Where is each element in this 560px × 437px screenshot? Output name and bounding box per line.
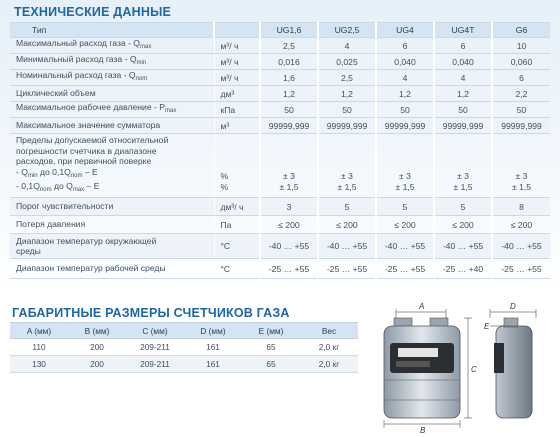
spec-row: [10, 216, 550, 234]
spec-header-model: G6: [492, 23, 550, 38]
spec-row: [10, 198, 550, 216]
spec-row: [10, 70, 550, 86]
spec-value: 10: [492, 38, 550, 54]
spec-title: ТЕХНИЧЕСКИЕ ДАННЫЕ: [14, 5, 172, 19]
dims-cell: 130: [10, 356, 68, 373]
spec-value: ≤ 200: [260, 216, 318, 234]
dims-title: ГАБАРИТНЫЕ РАЗМЕРЫ СЧЕТЧИКОВ ГАЗА: [12, 306, 290, 320]
spec-param-label: Потеря давления: [10, 216, 214, 234]
spec-value: -25 … +40: [434, 259, 492, 279]
spec-value: -40 … +55: [434, 234, 492, 259]
dims-cell: 2,0 кг: [300, 339, 358, 356]
spec-value: 0,040: [434, 54, 492, 70]
spec-value: 2,5: [318, 70, 376, 86]
spec-unit: Па: [214, 216, 260, 234]
spec-value: ± 3 ± 1,5: [318, 134, 376, 198]
spec-unit: м³/ ч: [214, 54, 260, 70]
dims-cell: 161: [184, 356, 242, 373]
spec-value: 3: [260, 198, 318, 216]
dims-cell: 209-211: [126, 339, 184, 356]
spec-value: 1,2: [318, 86, 376, 102]
dims-header-cell: B (мм): [68, 323, 126, 339]
spec-value: 6: [376, 38, 434, 54]
spec-param-label: Номинальный расход газа - $Q_{nom}$: [10, 70, 214, 86]
spec-unit: °C: [214, 234, 260, 259]
dims-cell: 110: [10, 339, 68, 356]
spec-header-model: UG2,5: [318, 23, 376, 38]
spec-value: -25 … +55: [492, 259, 550, 279]
spec-header-model: UG1,6: [260, 23, 318, 38]
spec-value: 6: [492, 70, 550, 86]
spec-value: 99999,999: [434, 118, 492, 134]
dims-header-cell: E (мм): [242, 323, 300, 339]
spec-unit: м³/ ч: [214, 70, 260, 86]
spec-row-error-limits: [10, 134, 550, 198]
meter-front-view: [384, 309, 472, 428]
spec-row: [10, 102, 550, 118]
spec-header-model: UG4T: [434, 23, 492, 38]
dims-header-row: [10, 323, 358, 339]
spec-value: 1,2: [260, 86, 318, 102]
spec-value: -25 … +55: [318, 259, 376, 279]
spec-header-model: UG4: [376, 23, 434, 38]
spec-value: 0,016: [260, 54, 318, 70]
spec-value: 5: [318, 198, 376, 216]
spec-value: 0,025: [318, 54, 376, 70]
spec-value: 6: [434, 38, 492, 54]
spec-value: -25 … +55: [260, 259, 318, 279]
gas-meter-drawing: [368, 296, 556, 434]
spec-value: -40 … +55: [260, 234, 318, 259]
dim-label-d: D: [510, 302, 516, 311]
dims-cell: 209-211: [126, 356, 184, 373]
dims-cell: 65: [242, 356, 300, 373]
spec-param-label: Максимальное значение сумматора: [10, 118, 214, 134]
spec-value: ≤ 200: [376, 216, 434, 234]
spec-value: 50: [318, 102, 376, 118]
spec-value: 50: [434, 102, 492, 118]
dims-row: [10, 356, 358, 373]
dims-header-cell: Вес: [300, 323, 358, 339]
spec-value: 1,2: [376, 86, 434, 102]
spec-value: 99999,999: [376, 118, 434, 134]
dims-header-cell: A (мм): [10, 323, 68, 339]
spec-unit: м³/ ч: [214, 38, 260, 54]
spec-header-type: Тип: [10, 23, 214, 38]
spec-unit: % %: [214, 134, 260, 198]
spec-param-label: Пределы допускаемой относительной погрешности счетчика в диапазоне расходов, при первичной поверке - $Q_{min}$ до $0,1Q_{nom}$ – E - $0,1Q_{nom}$ до $Q_{max}$ – E: [10, 134, 214, 198]
spec-unit: °C: [214, 259, 260, 279]
spec-value: 2,2: [492, 86, 550, 102]
spec-value: ± 3 ± 1,5: [492, 134, 550, 198]
dim-label-e: E: [484, 322, 490, 331]
spec-unit: м³: [214, 118, 260, 134]
spec-value: 4: [376, 70, 434, 86]
spec-value: 50: [492, 102, 550, 118]
spec-value: ≤ 200: [434, 216, 492, 234]
spec-value: -40 … +55: [318, 234, 376, 259]
spec-value: 50: [260, 102, 318, 118]
spec-value: 2,5: [260, 38, 318, 54]
spec-unit: кПа: [214, 102, 260, 118]
spec-value: -25 … +55: [376, 259, 434, 279]
spec-value: -40 … +55: [492, 234, 550, 259]
spec-value: 1,6: [260, 70, 318, 86]
spec-value: 5: [434, 198, 492, 216]
spec-param-label: Диапазон температур рабочей среды: [10, 259, 214, 279]
dims-header-cell: D (мм): [184, 323, 242, 339]
spec-value: ± 3 ± 1,5: [260, 134, 318, 198]
spec-row: [10, 234, 550, 259]
spec-value: 8: [492, 198, 550, 216]
dims-row: [10, 339, 358, 356]
spec-row: [10, 259, 550, 279]
meter-side-view: [490, 309, 536, 418]
dim-label-b: B: [420, 426, 426, 434]
dims-cell: 200: [68, 356, 126, 373]
spec-param-label: Максимальный расход газа - $Q_{max}$: [10, 38, 214, 54]
dims-header-cell: C (мм): [126, 323, 184, 339]
spec-unit: дм³: [214, 86, 260, 102]
spec-unit: дм³/ ч: [214, 198, 260, 216]
spec-row: [10, 118, 550, 134]
spec-row: [10, 54, 550, 70]
spec-row: [10, 38, 550, 54]
spec-table: [10, 22, 550, 279]
dims-cell: 161: [184, 339, 242, 356]
spec-row: [10, 86, 550, 102]
spec-value: 4: [434, 70, 492, 86]
spec-param-label: Циклический объем: [10, 86, 214, 102]
spec-param-label: Диапазон температур окружающей среды: [10, 234, 214, 259]
dim-label-c: C: [471, 365, 477, 374]
spec-value: ≤ 200: [492, 216, 550, 234]
spec-header-row: [10, 23, 550, 38]
spec-value: 1,2: [434, 86, 492, 102]
spec-param-label: Порог чувствительности: [10, 198, 214, 216]
spec-value: 0,060: [492, 54, 550, 70]
spec-value: ± 3 ± 1,5: [434, 134, 492, 198]
spec-value: ± 3 ± 1,5: [376, 134, 434, 198]
spec-value: 0,040: [376, 54, 434, 70]
spec-header-unit: [214, 23, 260, 38]
spec-value: ≤ 200: [318, 216, 376, 234]
dim-label-a: A: [419, 302, 425, 311]
spec-param-label: Минимальный расход газа - $Q_{min}$: [10, 54, 214, 70]
dims-cell: 2,0 кг: [300, 356, 358, 373]
spec-value: 99999,999: [492, 118, 550, 134]
spec-value: 99999,999: [260, 118, 318, 134]
spec-value: 50: [376, 102, 434, 118]
spec-value: -40 … +55: [376, 234, 434, 259]
dims-table: [10, 322, 358, 373]
spec-value: 99999,999: [318, 118, 376, 134]
spec-value: 5: [376, 198, 434, 216]
spec-value: 4: [318, 38, 376, 54]
dims-cell: 200: [68, 339, 126, 356]
dims-cell: 65: [242, 339, 300, 356]
spec-param-label: Максимальное рабочее давление - $P_{max}$: [10, 102, 214, 118]
gas-meter-illustration: [368, 296, 556, 434]
